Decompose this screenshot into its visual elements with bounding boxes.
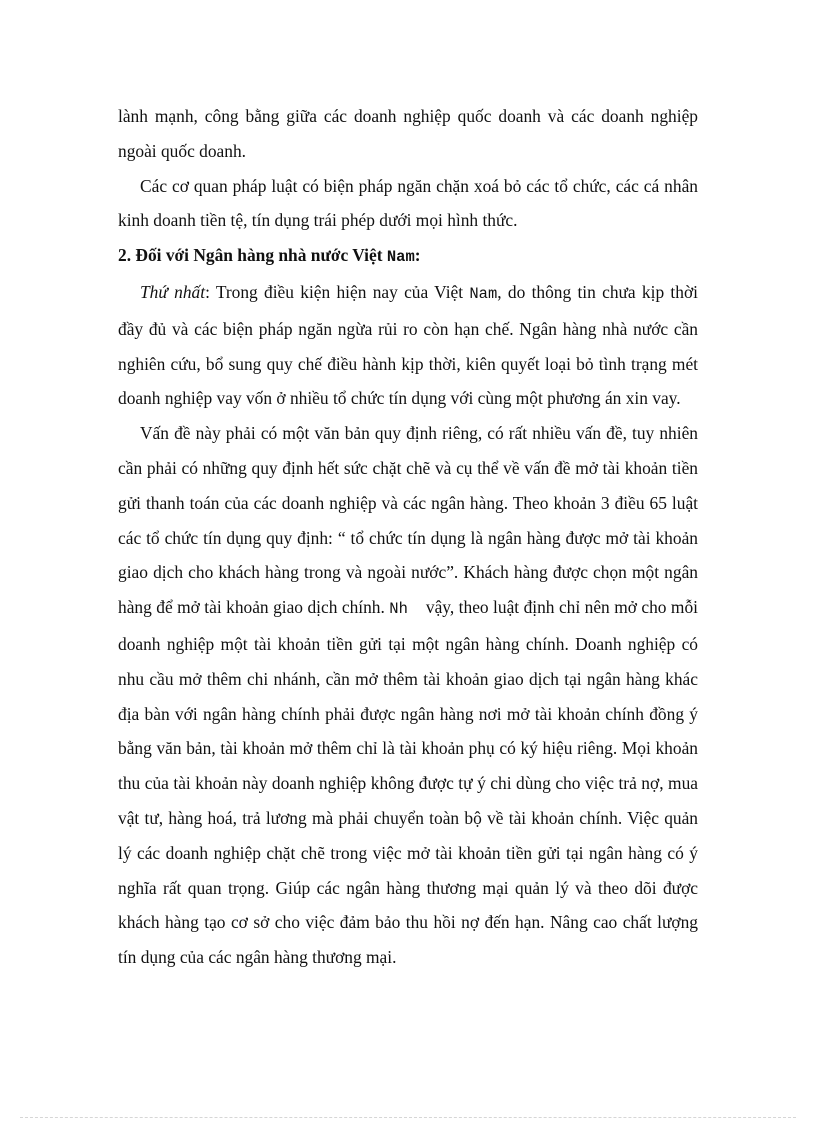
paragraph-3-part-a: : Trong điều kiện hiện nay của Việt [205, 281, 470, 302]
paragraph-4 [118, 416, 698, 975]
paragraph-3-nam: Nam [469, 284, 498, 303]
paragraph-2: Các cơ quan pháp luật có biện pháp ngăn chặn xoá bỏ các tổ chức, các cá nhân kinh doanh tiền tệ, tín dụng trái phép dưới mọi hình thức. [118, 175, 698, 231]
paragraph-4-part-b: vậy, theo luật định chỉ nên mở cho mỗi doanh nghiệp một tài khoản tiền gửi tại một ngân hàng chính. Doanh nghiệp có nhu cầu mở thêm chi nhánh, cần mở thêm tài khoản giao dịch tại ngân hàng khác địa bàn với ngân hàng chính phải được ngân hàng nơi mở tài khoản chính đồng ý bằng văn bản, tài khoản mở thêm chỉ là tài khoản phụ có ký hiệu riêng. Mọi khoản thu của tài khoản này doanh nghiệp không được tự ý chi dùng cho việc trả nợ, mua vật tư, hàng hoá, trả lương mà phải chuyển toàn bộ về tài khoản chính. Việc quản lý các doanh nghiệp chặt chẽ trong việc mở tài khoản tiền gửi tại ngân hàng có ý nghĩa rất quan trọng. Giúp các ngân hàng thương mại quản lý và theo dõi được khách hàng tạo cơ sở cho việc đảm bảo thu hồi nợ đến hạn. Nâng cao chất lượng tín dụng của các ngân hàng thương mại. [118, 597, 698, 968]
paragraph-3-part-b: , do thông tin chưa kịp thời đầy đủ và các biện pháp ngăn ngừa rủi ro còn hạn chế. Ngân hàng nhà nước cần nghiên cứu, bổ sung quy chế điều hành kịp thời, kiên quyết loại bỏ tình trạng mét doanh nghiệp vay vốn ở nhiều tổ chức tín dụng với cùng một phương án xin vay. [118, 281, 698, 409]
heading-text: 2. Đối với Ngân hàng nhà nước Việt [118, 245, 387, 266]
paragraph-1: lành mạnh, công bằng giữa các doanh nghiệp quốc doanh và các doanh nghiệp ngoài quốc doanh. [118, 106, 698, 161]
heading-colon: : [414, 245, 421, 266]
page-bottom-border [20, 1117, 796, 1118]
paragraph-4-nh: Nh [389, 600, 408, 619]
paragraph-4-part-a: Vấn đề này phải có một văn bản quy định riêng, có rất nhiều vấn đề, tuy nhiên cần phải có những quy định hết sức chặt chẽ và cụ thể về vấn đề mở tài khoản tiền gửi thanh toán của các doanh nghiệp và các ngân hàng. Theo khoản 3 điều 65 luật các tổ chức tín dụng quy định: “ tổ chức tín dụng là ngân hàng được mở tài khoản giao dịch cho khách hàng trong và ngoài nước”. Khách hàng được chọn một ngân hàng để mở tài khoản giao dịch chính. [118, 423, 698, 618]
section-heading [118, 238, 698, 275]
document-body [118, 99, 698, 975]
paragraph-3 [118, 275, 698, 416]
heading-nam: Nam [386, 248, 415, 267]
paragraph-3-label: Thứ nhất [140, 281, 206, 302]
